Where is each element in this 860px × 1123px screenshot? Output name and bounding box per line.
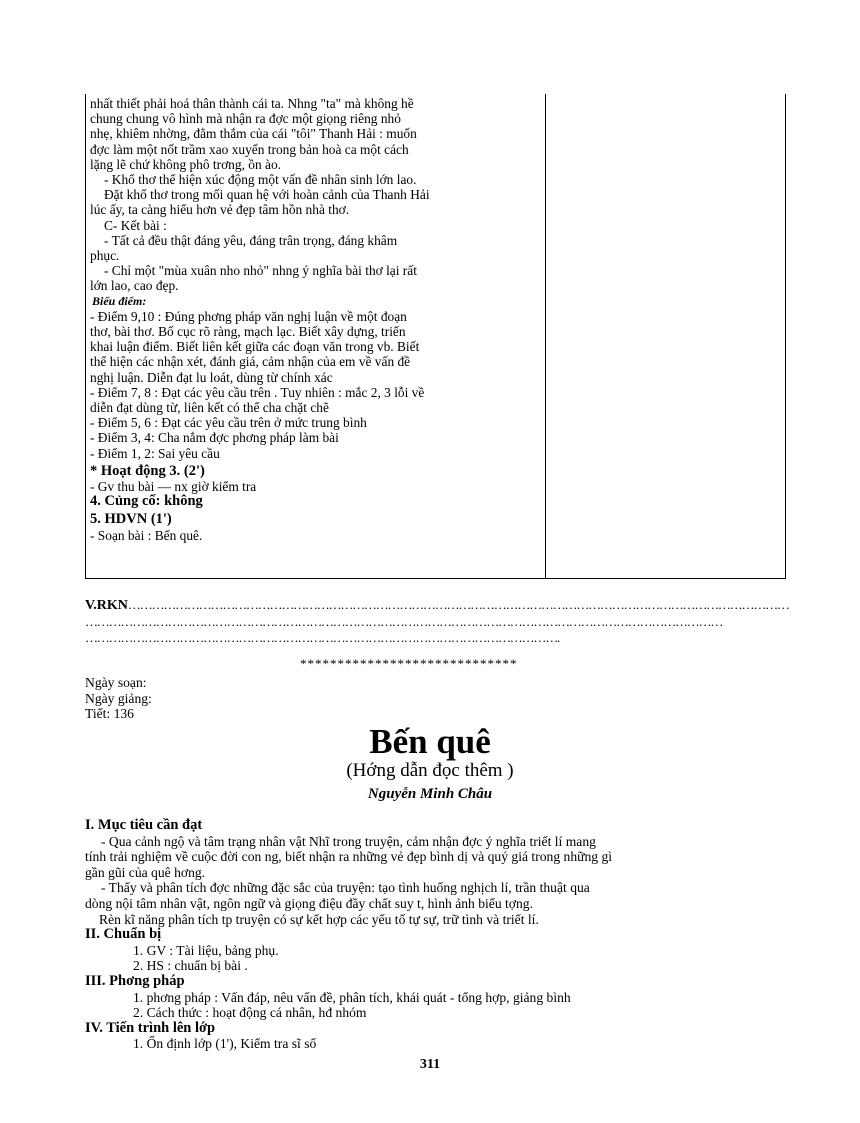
text-line: tính trải nghiệm về cuộc đời con ng, biết nhận ra những vẻ đẹp bình dị và quý giá trong những gì	[85, 849, 613, 865]
hoat-dong-heading: * Hoạt động 3. (2')	[90, 462, 205, 479]
text-line: nhất thiết phải hoá thân thành cái ta. Nhng "ta" mà không hề	[90, 96, 414, 111]
rkn-dots-line: ………………………………………………………………………………………………………….	[85, 630, 560, 645]
text-line: phục.	[90, 248, 120, 264]
score-line: khai luận điểm. Biết liên kết giữa các đoạn văn trong vb. Biết	[90, 339, 420, 355]
hdvn-heading: 5. HDVN (1')	[90, 511, 172, 528]
text-line: - Tất cả đều thật đáng yêu, đáng trân trọng, đáng khâm	[104, 232, 398, 248]
section-heading: I. Mục tiêu cần đạt	[85, 817, 203, 833]
list-item: 1. phơng pháp : Vấn đáp, nêu vấn đề, phân tích, khái quát - tổng hợp, giảng bình	[133, 989, 571, 1005]
score-line: - Điểm 7, 8 : Đạt các yêu cầu trên . Tuy nhiên : mắc 2, 3 lỗi về	[90, 384, 425, 400]
rkn-line	[85, 597, 789, 614]
text-line: lớn lao, cao đẹp.	[90, 278, 179, 294]
score-line: - Điểm 9,10 : Đúng phơng pháp văn nghị luận về một đoạn	[90, 308, 407, 324]
page-subtitle: (Hớng dẫn đọc thêm )	[346, 760, 514, 781]
section-heading: III. Phơng pháp	[85, 972, 185, 989]
text-line: lặng lẽ chứ không phô trơng, ồn ào.	[90, 156, 281, 172]
rkn-label: V.RKN	[85, 598, 128, 613]
lesson-table	[85, 94, 786, 579]
text-line: gần gũi của quê hơng.	[85, 864, 206, 880]
score-line: - Điểm 1, 2: Sai yêu cầu	[90, 445, 220, 461]
list-item: 2. HS : chuẩn bị bài .	[133, 958, 248, 974]
text-line: - Soạn bài : Bến quê.	[90, 527, 203, 543]
score-line: - Điểm 5, 6 : Đạt các yêu cầu trên ở mức trung bình	[90, 415, 367, 431]
bieu-diem-label: Biểu điểm:	[92, 293, 147, 308]
page-number: 311	[419, 1057, 441, 1072]
score-line: diễn đạt dùng từ, liên kết có thể cha chặt chẽ	[90, 400, 329, 416]
text-line: đợc làm một nốt trầm xao xuyến trong bản hoà ca một cách	[90, 141, 409, 157]
text-line: C- Kết bài :	[104, 217, 167, 233]
list-item: 1. Ổn định lớp (1'), Kiểm tra sĩ số	[133, 1036, 317, 1052]
section-heading: IV. Tiến trình lên lớp	[85, 1019, 216, 1036]
ngay-giang: Ngày giảng:	[85, 690, 152, 706]
text-line: lúc ấy, ta càng hiểu hơn vẻ đẹp tâm hồn nhà thơ.	[90, 202, 350, 218]
text-line: chung chung vô hình mà nhận ra đợc một giọng riêng nhỏ	[90, 111, 401, 127]
author: Nguyễn Minh Châu	[367, 786, 493, 802]
text-line: dòng nội tâm nhân vật, ngôn ngữ và giọng điệu đầy chất suy t, hình ảnh biểu tợng.	[85, 895, 533, 911]
score-line: thơ, bài thơ. Bố cục rõ ràng, mạch lạc. Biết xây dựng, triển	[90, 324, 406, 340]
text-line: Rèn kĩ năng phân tích tp truyện có sự kết hợp các yếu tố tự sự, trữ tình và triết lí.	[99, 911, 539, 927]
list-item: 1. GV : Tài liệu, bảng phụ.	[133, 942, 279, 958]
score-line: nghị luận. Diễn đạt lu loát, dùng từ chính xác	[90, 369, 333, 385]
list-item: 2. Cách thức : hoạt động cá nhân, hđ nhóm	[133, 1005, 367, 1021]
rkn-dots-line: ………………………………………………………………………………………………………………………………………………	[85, 614, 723, 629]
text-line: nhẹ, khiêm nhờng, đằm thắm của cái "tôi" Thanh Hải : muốn	[90, 126, 417, 142]
text-line: Đặt khổ thơ trong mối quan hệ với hoàn cảnh của Thanh Hải	[104, 187, 430, 203]
tiet: Tiết: 136	[85, 706, 134, 722]
cung-co-heading: 4. Củng cố: không	[90, 493, 203, 510]
column-divider	[545, 94, 546, 578]
text-line: - Gv thu bài — nx giờ kiểm tra	[90, 479, 257, 495]
rkn-dots: ……………………………………………………………………………………………………………………………………………………	[127, 597, 789, 612]
text-line: - Thấy và phân tích đợc những đặc sắc của truyện: tạo tình huống nghịch lí, trần thuật qua	[101, 880, 590, 896]
section-heading: II. Chuẩn bị	[85, 926, 162, 943]
ngay-soan: Ngày soạn:	[85, 675, 147, 690]
text-line: - Chỉ một "mùa xuân nho nhỏ" nhng ý nghĩa bài thơ lại rất	[104, 263, 417, 279]
score-line: - Điểm 3, 4: Cha nắm đợc phơng pháp làm bài	[90, 430, 339, 446]
lesson-sections	[85, 818, 785, 1052]
table-left-cell	[90, 96, 540, 543]
score-line: thể hiện các nhận xét, đánh giá, cảm nhận của em về vấn đề	[90, 354, 411, 370]
star-separator: *****************************	[300, 656, 518, 671]
lesson-meta	[85, 675, 152, 722]
text-line: - Qua cảnh ngộ và tâm trạng nhân vật Nhĩ trong truyện, cảm nhận đợc ý nghĩa triết lí mang	[101, 833, 596, 849]
page-title: Bến quê	[369, 722, 491, 761]
text-line: - Khổ thơ thể hiện xúc động một vấn đề nhân sinh lớn lao.	[104, 172, 417, 188]
